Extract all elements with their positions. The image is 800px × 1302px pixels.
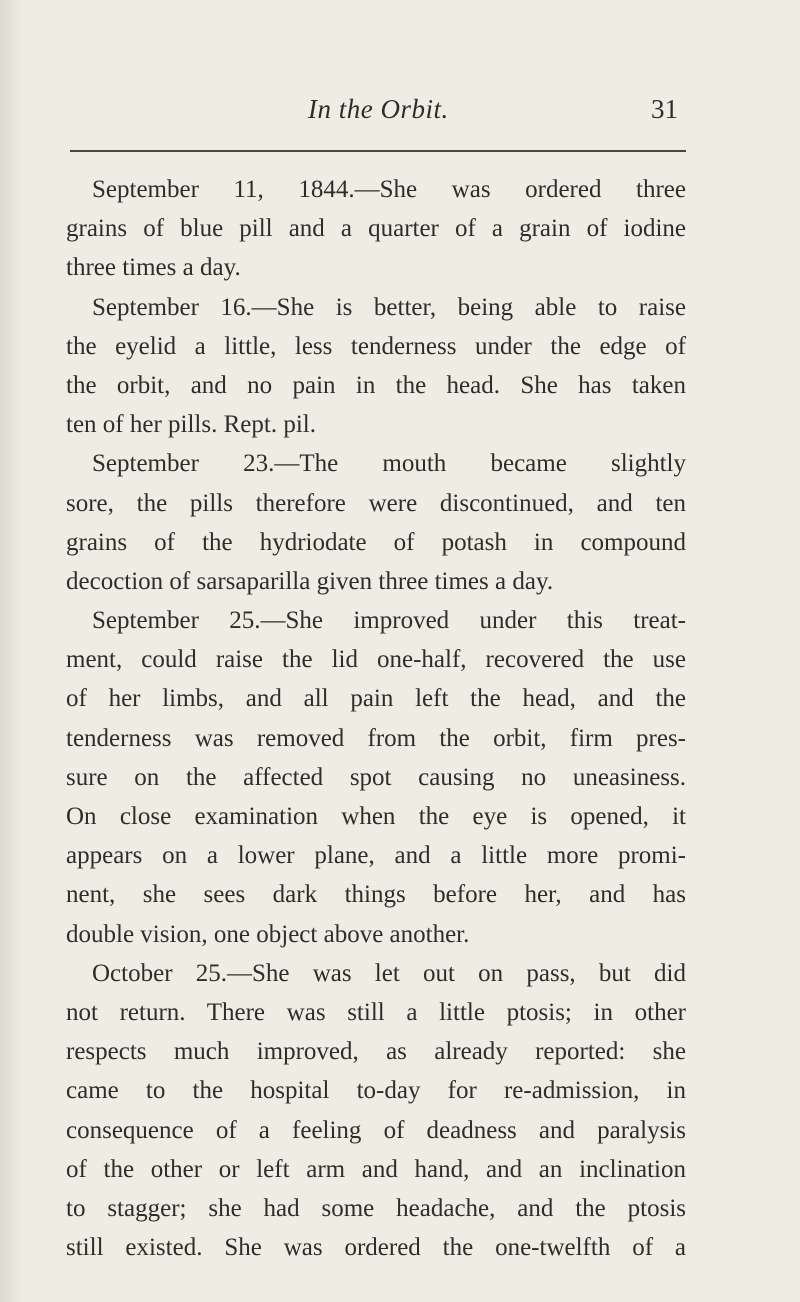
- text-line: October 25.—She was let out on pass, but did: [92, 959, 686, 987]
- text-line: not return. There was still a little ptosis; in other: [66, 998, 686, 1026]
- text-line: September 11, 1844.—She was ordered three: [92, 176, 686, 203]
- text-line: September 25.—She improved under this treat-: [92, 607, 686, 635]
- text-line: came to the hospital to-day for re-admission, in: [66, 1077, 686, 1105]
- page-edge-shadow: [0, 0, 22, 1302]
- text-line: sore, the pills therefore were discontinued, and ten: [66, 489, 686, 517]
- text-line: consequence of a feeling of deadness and paralysis: [66, 1116, 686, 1144]
- body-text: [66, 170, 686, 1267]
- text-line: On close examination when the eye is opened, it: [66, 803, 686, 830]
- text-line: sure on the affected spot causing no uneasiness.: [66, 763, 686, 791]
- text-line: of her limbs, and all pain left the head, and the: [66, 685, 686, 713]
- text-line: the orbit, and no pain in the head. She has taken: [66, 371, 686, 399]
- text-line: September 16.—She is better, being able to raise: [92, 293, 686, 321]
- text-line: grains of blue pill and a quarter of a grain of iodine: [66, 215, 686, 243]
- text-line: to stagger; she had some headache, and the ptosis: [66, 1194, 686, 1222]
- text-line: appears on a lower plane, and a little more promi-: [66, 842, 686, 870]
- text-line: double vision, one object above another.: [66, 920, 470, 948]
- text-line: nent, she sees dark things before her, and has: [66, 881, 686, 909]
- header-rule: [70, 150, 686, 152]
- text-line: September 23.—The mouth became slightly: [92, 450, 686, 478]
- text-line: the eyelid a little, less tenderness under the edge of: [66, 332, 686, 360]
- running-head: [200, 94, 680, 134]
- running-title: In the Orbit.: [308, 94, 449, 124]
- text-line: still existed. She was ordered the one-twelfth of a: [66, 1234, 686, 1262]
- text-line: of the other or left arm and hand, and an inclination: [66, 1155, 686, 1183]
- text-line: grains of the hydriodate of potash in compound: [66, 528, 686, 556]
- text-line: ment, could raise the lid one-half, recovered the use: [66, 646, 686, 674]
- text-line: decoction of sarsaparilla given three times a day.: [66, 567, 554, 595]
- text-line: ten of her pills. Rept. pil.: [66, 411, 316, 439]
- text-line: three times a day.: [66, 254, 241, 282]
- page-number: 31: [651, 94, 678, 124]
- text-line: respects much improved, as already reported: she: [66, 1038, 686, 1066]
- text-line: tenderness was removed from the orbit, firm pres-: [66, 724, 686, 752]
